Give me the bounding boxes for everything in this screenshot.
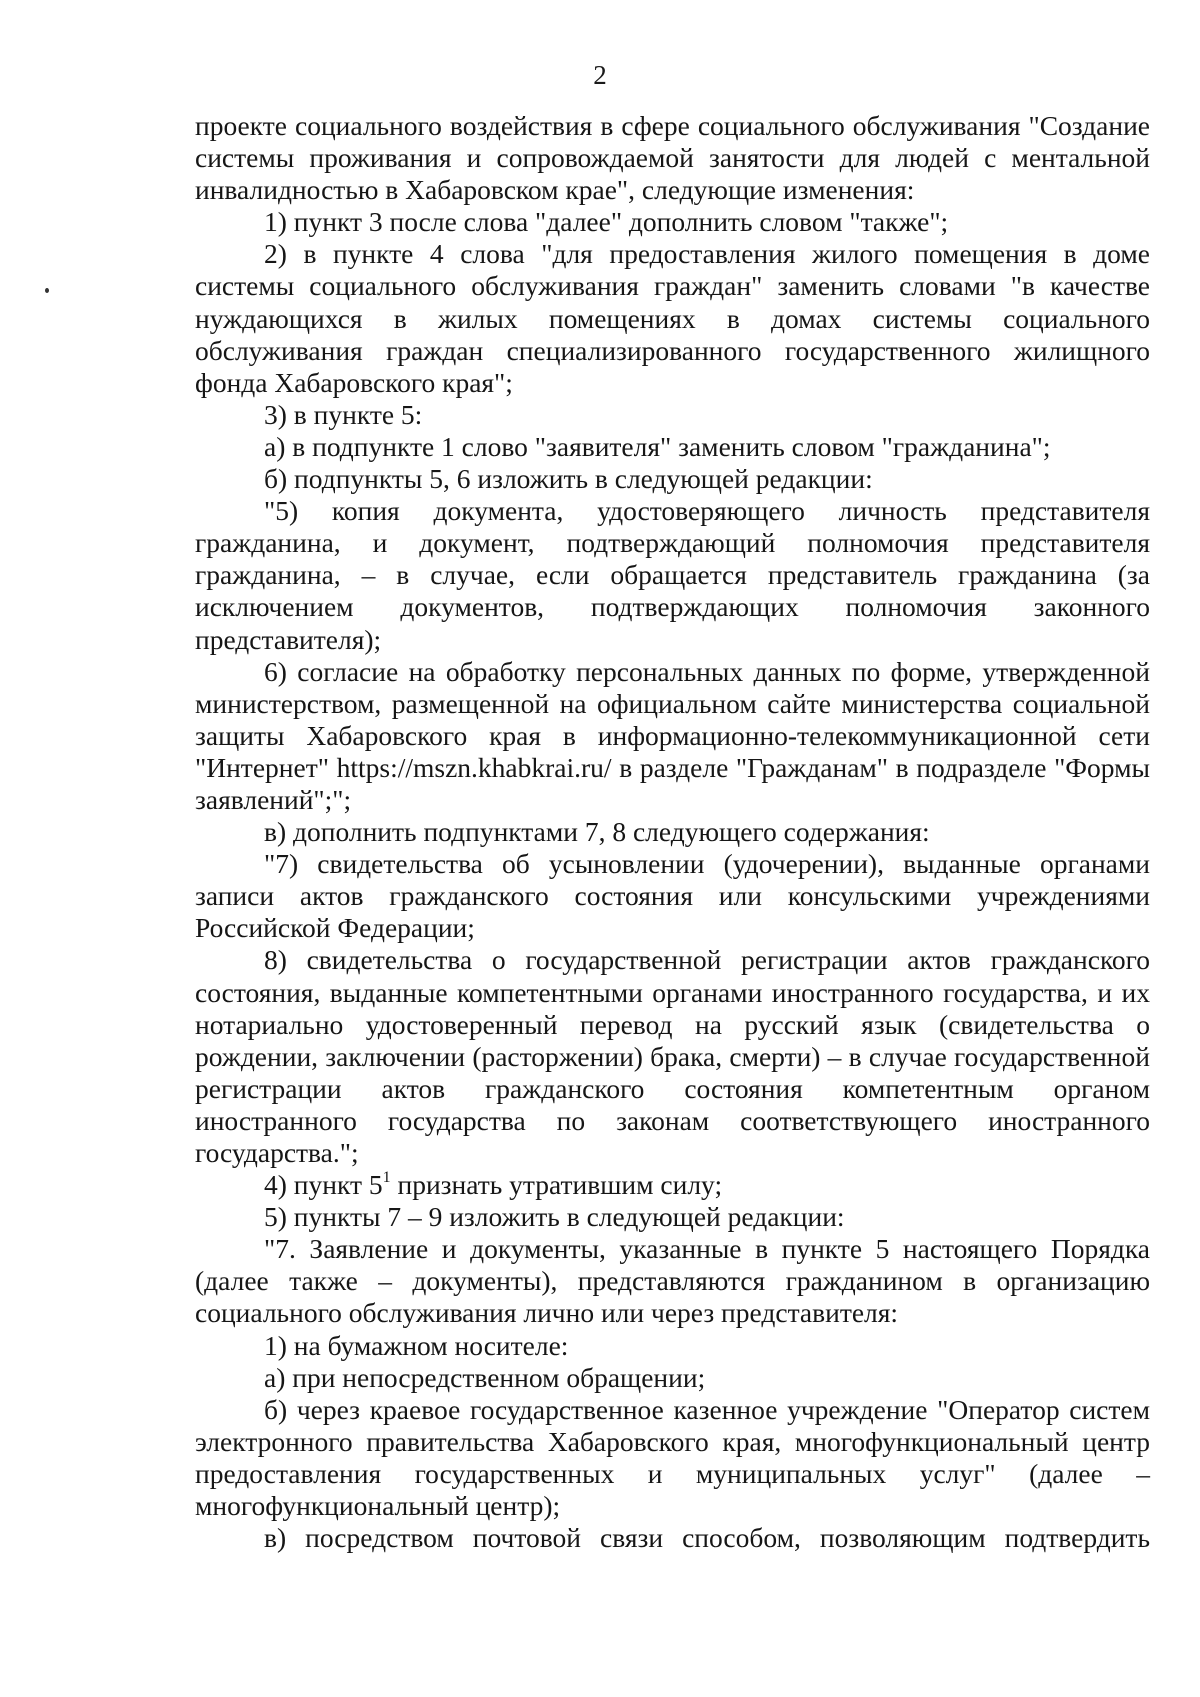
- paragraph-direct-appeal: а) при непосредственном обращении;: [264, 1361, 706, 1393]
- paragraph-continuation: проекте социального воздействия в сфере социального обслуживания "Создание системы проживания и сопровождаемой занятости для людей с ментальной инвалидностью в Хабаровском крае", следующие изменения:: [195, 110, 1150, 206]
- paragraph-paper-form: 1) на бумажном носителе:: [264, 1329, 569, 1361]
- paragraph-subitem-a: а) в подпункте 1 слово "заявителя" заменить словом "гражданина";: [264, 430, 1051, 462]
- item-4-superscript: 1: [382, 1169, 391, 1187]
- document-body: [195, 110, 1150, 1554]
- paragraph-quote-5: "5) копия документа, удостоверяющего личность представителя гражданина, и документ, подтверждающий полномочия представителя гражданина, – в случае, если обращается представитель гражданина (за исключением документов, подтверждающих полномочия законного представителя);: [195, 495, 1150, 655]
- page-number: 2: [593, 60, 607, 90]
- paragraph-mfc: б) через краевое государственное казенное учреждение "Оператор систем электронного правительства Хабаровского края, многофункциональный центр предоставления государственных и муниципальных услуг" (далее – многофункциональный центр);: [195, 1393, 1150, 1522]
- paragraph-subitem-b: б) подпункты 5, 6 изложить в следующей редакции:: [264, 463, 873, 495]
- paragraph-quote-item-7: "7. Заявление и документы, указанные в пункте 5 настоящего Порядка (далее также – документы), представляются гражданином в организацию социального обслуживания лично или через представителя:: [195, 1233, 1150, 1329]
- item-4-text-before: 4) пункт 5: [264, 1169, 383, 1201]
- item-4-text-after: признать утратившим силу;: [390, 1169, 723, 1201]
- paragraph-item-4: [195, 1169, 1150, 1201]
- scan-artifact-dot: [45, 288, 49, 293]
- paragraph-item-3: 3) в пункте 5:: [264, 398, 423, 430]
- paragraph-postal: в) посредством почтовой связи способом, позволяющим подтвердить: [264, 1522, 1150, 1554]
- paragraph-item-1: 1) пункт 3 после слова "далее" дополнить словом "также";: [264, 206, 949, 238]
- paragraph-quote-6: 6) согласие на обработку персональных данных по форме, утвержденной министерством, размещенной на официальном сайте министерства социальной защиты Хабаровского края в информационно-телекоммуникационной сети "Интернет" https://mszn.khabkrai.ru/ в разделе "Гражданам" в подразделе "Формы заявлений";";: [195, 655, 1150, 815]
- paragraph-item-5: 5) пункты 7 – 9 изложить в следующей редакции:: [264, 1201, 845, 1233]
- paragraph-quote-7: "7) свидетельства об усыновлении (удочерении), выданные органами записи актов гражданского состояния или консульскими учреждениями Российской Федерации;: [195, 848, 1150, 944]
- paragraph-item-2: 2) в пункте 4 слова "для предоставления жилого помещения в доме системы социального обслуживания граждан" заменить словами "в качестве нуждающихся в жилых помещениях в домах системы социального обслуживания граждан специализированного государственного жилищного фонда Хабаровского края";: [195, 238, 1150, 398]
- paragraph-quote-8: 8) свидетельства о государственной регистрации актов гражданского состояния, выданные компетентными органами иностранного государства, и их нотариально удостоверенный перевод на русский язык (свидетельства о рождении, заключении (расторжении) брака, смерти) – в случае государственной регистрации актов гражданского состояния компетентным органом иностранного государства по законам соответствующего иностранного государства.";: [195, 944, 1150, 1168]
- paragraph-subitem-v: в) дополнить подпунктами 7, 8 следующего содержания:: [264, 816, 930, 848]
